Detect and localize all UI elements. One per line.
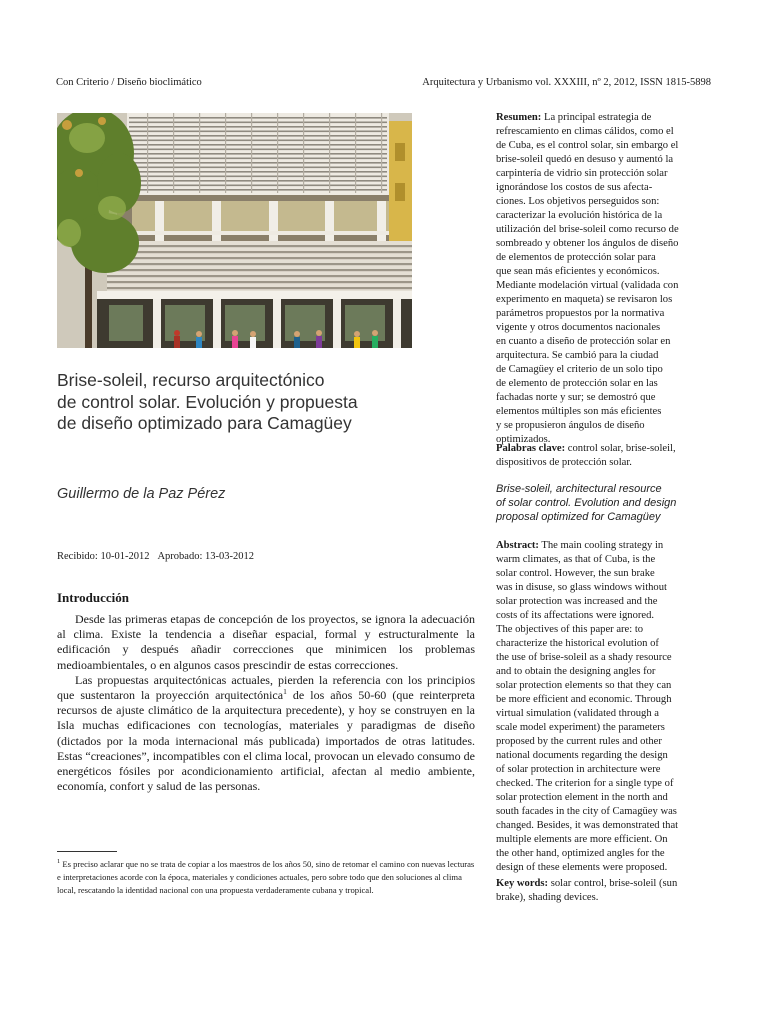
abstract-line: costs of its affectations were ignored.	[496, 610, 655, 621]
resumen-line: brise-soleil quedó en desuso y aumentó la	[496, 154, 674, 165]
section-heading-introduccion: Introducción	[57, 590, 129, 605]
abstract-line: south facades in the city of Camagüey was	[496, 806, 677, 817]
resumen-line: que sean más eficientes y económicos.	[496, 266, 660, 277]
title-line: de diseño optimizado para Camagüey	[57, 413, 352, 433]
abstract-line: solar protection was increased and the	[496, 596, 658, 607]
resumen-line: de Cuba, es el control solar, sin embargo el	[496, 140, 679, 151]
resumen-line: en cuanto a diseño de protección solar en	[496, 336, 671, 347]
resumen-line: vigente y otros documentos nacionales	[496, 322, 661, 333]
palabras-label: Palabras clave:	[496, 443, 566, 454]
resumen-text	[496, 111, 716, 447]
abstract-line: national documents regarding the design	[496, 750, 668, 761]
footnote-number: 1	[57, 858, 61, 865]
resumen-line: de Camagüey el criterio de un solo tipo	[496, 364, 663, 375]
intro-paragraph-2-start: Las propuestas arquitectónicas actuales, pierden la referencia con los principios que sustentaron la proyección arquitectónica	[57, 672, 475, 703]
abstract-text	[496, 539, 716, 875]
abstract-line: of solar protection in architecture were	[496, 764, 661, 775]
title-line: Brise-soleil, recurso arquitectónico	[57, 370, 325, 390]
keywords-text	[496, 877, 716, 905]
keywords-label: Key words:	[496, 878, 549, 889]
abstract-line: multiple elements are more efficient. On	[496, 834, 668, 845]
abstract-line: changed. Besides, it was demonstrated that	[496, 820, 679, 831]
abstract-line: the other hand, optimized angles for the	[496, 848, 665, 859]
abstract-line: solar protection element in the north and	[496, 792, 668, 803]
keywords-line	[496, 877, 716, 891]
footnote-marker[interactable]: 1	[283, 687, 287, 697]
resumen-line: de elemento de protección solar en las	[496, 378, 658, 389]
abstract-line: characterize the historical evolution of	[496, 638, 659, 649]
resumen-line: utilización del brise-soleil como recurso de	[496, 224, 679, 235]
english-title-line: of solar control. Evolution and design	[496, 496, 677, 509]
abstract-line: The objectives of this paper are: to	[496, 624, 644, 635]
article-title	[57, 370, 417, 435]
resumen-line: elementos múltiples son más eficientes	[496, 406, 662, 417]
palabras-line-text: control solar, brise-soleil,	[565, 443, 676, 454]
palabras-line	[496, 442, 716, 456]
abstract-line: and to obtain the designing angles for	[496, 666, 656, 677]
footnote-text: Es preciso aclarar que no se trata de copiar a los maestros de los años 50, sino de retomar el camino con nuevas lecturas e interpretaciones acorde con la época, materiales y condiciones actuales, pero sobre todo que den soluciones al clima local, rescatando la identidad nacional con una propuesta verdaderamente cubana y tropical.	[57, 858, 475, 896]
building-photo	[57, 113, 412, 348]
footnote-divider	[57, 851, 117, 852]
resumen-line: fachadas norte y sur; se demostró que	[496, 392, 656, 403]
running-header-right: Arquitectura y Urbanismo vol. XXXIII, nº 2, 2012, ISSN 1815-5898	[422, 77, 711, 88]
keywords-block	[496, 877, 716, 905]
received-date: Recibido: 10-01-2012	[57, 551, 150, 562]
palabras-line: dispositivos de protección solar.	[496, 457, 632, 468]
resumen-line: de elementos de protección solar para	[496, 252, 656, 263]
resumen-line: optimizados.	[496, 434, 551, 445]
abstract-line: be more efficient and economic. Through	[496, 694, 672, 705]
abstract-line: was in disuse, so glass windows without	[496, 582, 667, 593]
english-title-line: Brise-soleil, architectural resource	[496, 483, 662, 495]
english-title	[496, 483, 711, 524]
resumen-line-text: La principal estrategia de	[541, 112, 652, 123]
resumen-line: caracterizar la evolución histórica de la	[496, 210, 663, 221]
keywords-line: brake), shading devices.	[496, 892, 599, 903]
abstract-label: Abstract:	[496, 540, 539, 551]
resumen-line: experimento en maqueta) se revisaron los	[496, 294, 673, 305]
submission-dates	[57, 551, 254, 562]
resumen-line: carpintería de vidrio sin protección solar	[496, 168, 668, 179]
abstract-line: solar control. However, the sun brake	[496, 568, 655, 579]
abstract-line: the use of brise-soleil as a shady resource	[496, 652, 672, 663]
intro-paragraph-2	[57, 673, 475, 795]
english-title-line: proposal optimized for Camagüey	[496, 510, 661, 523]
keywords-line-text: solar control, brise-soleil (sun	[548, 878, 678, 889]
resumen-line: ciones. Los objetivos perseguidos son:	[496, 196, 660, 207]
footnote	[57, 855, 475, 898]
title-line: de control solar. Evolución y propuesta	[57, 391, 358, 412]
abstract-line: design of these elements were proposed.	[496, 862, 668, 873]
abstract-line: checked. The criterion for a single type of	[496, 778, 674, 789]
resumen-line: ignorándose los costos de sus afecta-	[496, 182, 653, 193]
resumen-line	[496, 111, 716, 125]
abstract-line: warm climates, as that of Cuba, is the	[496, 554, 656, 565]
abstract-line	[496, 539, 716, 553]
approved-date: Aprobado: 13-03-2012	[157, 551, 254, 562]
abstract-line: proposed by the current rules and other	[496, 736, 662, 747]
resumen-block	[496, 111, 716, 447]
running-header-left: Con Criterio / Diseño bioclimático	[56, 77, 202, 88]
intro-paragraph-1: Desde las primeras etapas de concepción de los proyectos, se ignora la adecuación al clima. Existe la tendencia a diseñar espacial, formal y estructuralmente la edificación y después añadir correcciones que minimicen los problemas medioambientales, o en algunos casos prescindir de estas correcciones.	[57, 612, 475, 672]
abstract-block	[496, 539, 716, 875]
introduction-body	[57, 612, 475, 794]
abstract-line-text: The main cooling strategy in	[538, 540, 664, 551]
resumen-line: arquitectura. Se cambió para la ciudad	[496, 350, 659, 361]
abstract-line: virtual simulation (validated through a	[496, 708, 659, 719]
resumen-line: y se propusieron ángulos de diseño	[496, 420, 645, 431]
resumen-line: sombreado y obtener los ángulos de diseño	[496, 238, 679, 249]
palabras-clave-text	[496, 442, 716, 470]
author-name: Guillermo de la Paz Pérez	[57, 486, 226, 502]
palabras-clave-block	[496, 442, 716, 470]
intro-paragraph-2-end: de los años 50-60 (que reinterpreta recursos de ajuste climático de la arquitectura precedente), y hoy se construyen en la Isla muchas edificaciones con tecnologías, materiales y paradigmas de diseño (dictados por la moda internacional más publicada) importados de otras latitudes. Estas “creaciones”, incompatibles con el clima local, provocan un elevado consumo de energéticos fósiles por acondicionamiento artificial, afectan al medio ambiente, economía, confort y salud de las personas.	[57, 688, 475, 794]
abstract-line: scale model experiment) the parameters	[496, 722, 665, 733]
resumen-line: refrescamiento en climas cálidos, como el	[496, 126, 674, 137]
resumen-line: parámetros propuestos por la normativa	[496, 308, 665, 319]
resumen-label: Resumen:	[496, 112, 542, 123]
abstract-line: solar protection elements so that they can	[496, 680, 672, 691]
resumen-line: Mediante modelación virtual (validada con	[496, 280, 679, 291]
